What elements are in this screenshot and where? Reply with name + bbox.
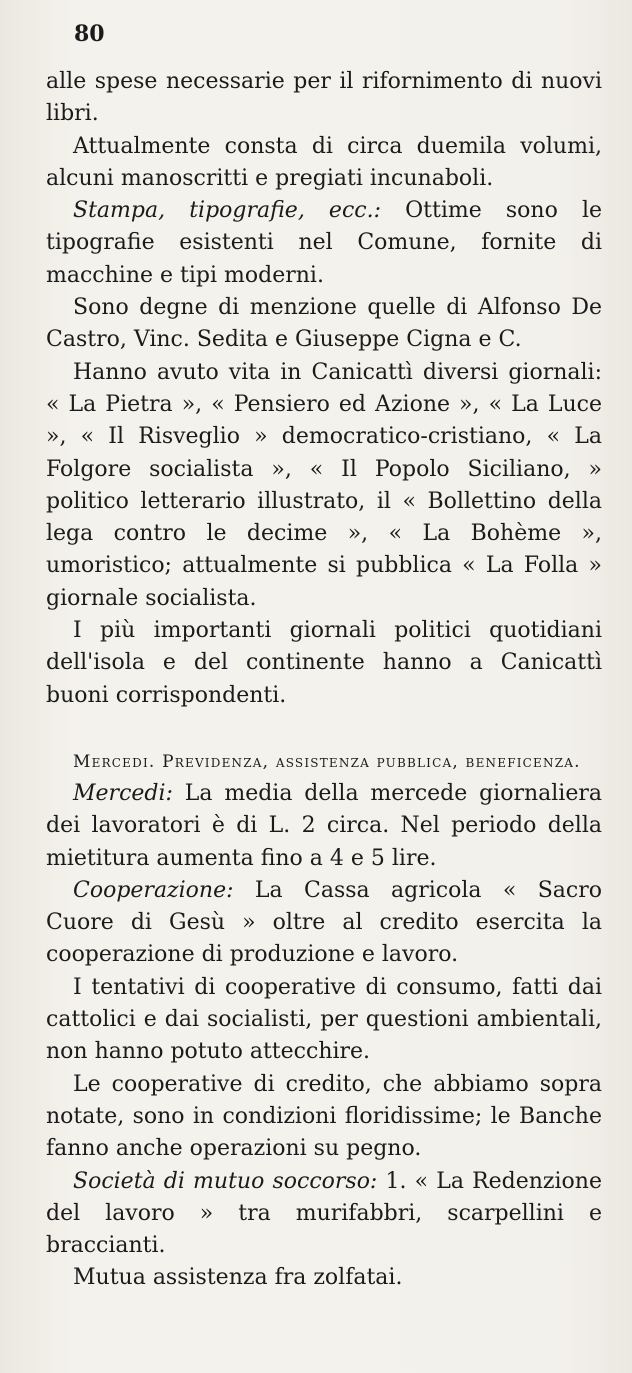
paragraph-text: La Cassa agricola « Sacro Cuore di Gesù » oltre al credito esercita la cooperazione di produzione e lavoro.	[46, 877, 602, 968]
paragraph-consumer-coops: I tentativi di cooperative di consumo, fatti dai cattolici e dai socialisti, per questioni ambientali, non hanno potuto attecchire.	[46, 974, 602, 1065]
paragraph-label: Stampa, tipografie, ecc.:	[73, 198, 381, 224]
paragraph-label: Società di mutuo soccorso:	[73, 1168, 378, 1194]
paragraph-text: 1. « La Redenzione del lavoro » tra murifabbri, scarpellini e braccianti.	[46, 1168, 602, 1259]
paragraph-label: Mercedi:	[73, 780, 173, 806]
paragraph-text: Ottime sono le tipografie esistenti nel Comune, fornite di macchine e tipi moderni.	[46, 198, 602, 288]
paragraph-library: Attualmente consta di circa duemila volumi, alcuni manoscritti e pregiati incunaboli.	[46, 133, 602, 191]
paragraph-newspapers: Hanno avuto vita in Canicattì diversi giornali: « La Pietra », « Pensiero ed Azione », « La Luce », « Il Risveglio » democratico-cristiano, « La Folgore socialista », « Il Popolo Siciliano, » politico letterario illustrato, il « Bollettino della lega contro le decime », « La Bohème », umoristico; attualmente si pubblica « La Folla » giornale socialista.	[46, 359, 602, 611]
paragraph-wages	[46, 778, 602, 875]
paragraph-cooperation	[46, 875, 602, 972]
paragraph-continuation: alle spese necessarie per il rifornimento di nuovi libri.	[46, 69, 602, 127]
page-number: 80	[74, 21, 105, 47]
paragraph-printers: Sono degne di menzione quelle di Alfonso De Castro, Vinc. Sedita e Giuseppe Cigna e C.	[46, 295, 602, 353]
paragraph-correspondents: I più importanti giornali politici quotidiani dell'isola e del continente hanno a Canicattì buoni corrispondenti.	[46, 618, 602, 708]
page-body	[46, 66, 602, 1295]
paragraph-printing	[46, 195, 602, 292]
paragraph-text: La media della mercede giornaliera dei lavoratori è di L. 2 circa. Nel periodo della mietitura aumenta fino a 4 e 5 lire.	[46, 780, 602, 871]
paragraph-mutual-aid	[46, 1166, 602, 1263]
paragraph-credit-coops: Le cooperative di credito, che abbiamo sopra notate, sono in condizioni floridissime; le Banche fanno anche operazioni su pegno.	[46, 1071, 602, 1162]
paragraph-label: Cooperazione:	[73, 877, 234, 903]
paragraph-sulphur-miners: Mutua assistenza fra zolfatai.	[73, 1265, 403, 1291]
section-heading: Mercedi. Previdenza, assistenza pubblica, beneficenza.	[73, 751, 581, 772]
